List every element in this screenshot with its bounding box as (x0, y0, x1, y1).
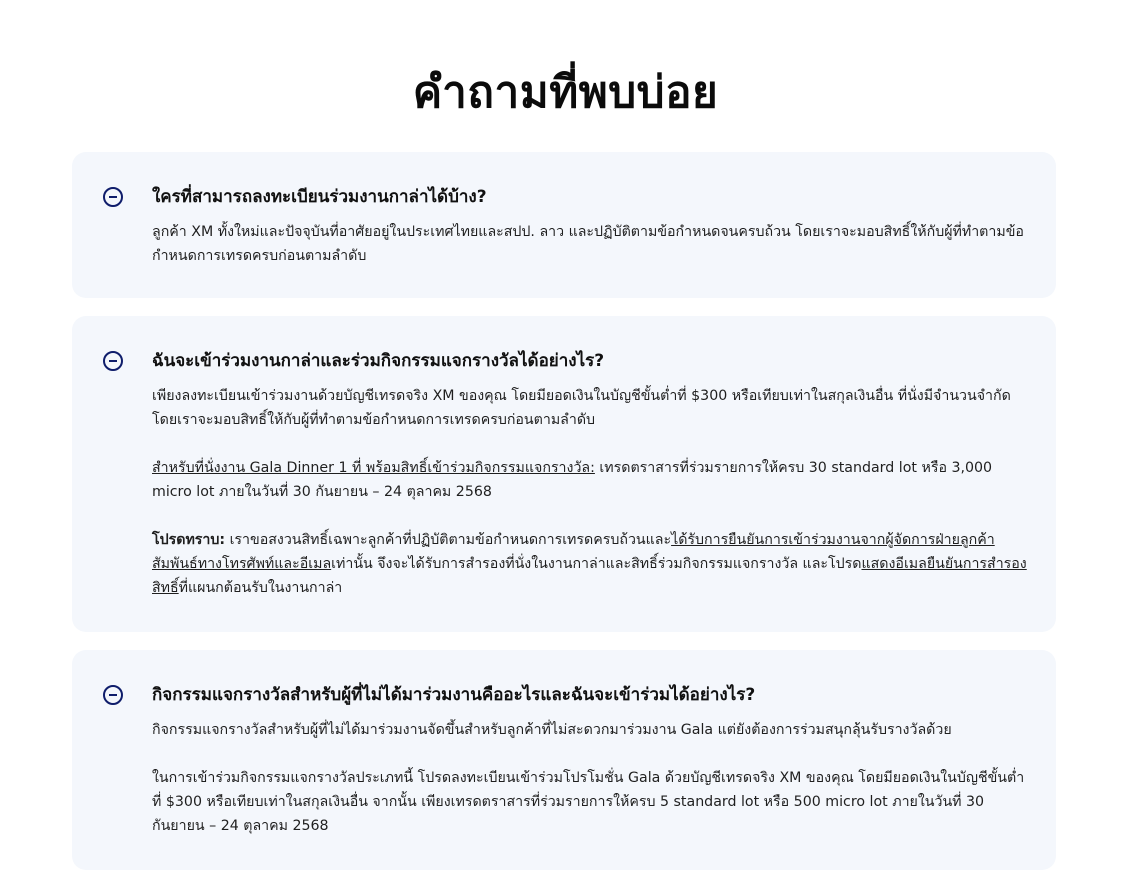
notice-label: โปรดทราบ: (152, 532, 226, 548)
faq-answer-text: ลูกค้า XM ทั้งใหม่และปัจจุบันที่อาศัยอยู่ในประเทศไทยและสปป. ลาว และปฏิบัติตามข้อกำหนดจนครบถ้วน โดยเราจะมอบสิทธิ์ให้กับผู้ที่ทำตามข้อกำหนดการเทรดครบก่อนตามลำดับ (152, 224, 1024, 264)
gala-seat-requirement: เทรดตราสารที่ร่วมรายการให้ครบ 30 standard lot หรือ 3,000 micro lot ภายในวันที่ 30 กันยายน – 24 ตุลาคม 2568 (152, 460, 993, 500)
faq-item (72, 152, 1056, 298)
faq-question[interactable]: ใครที่สามารถลงทะเบียนร่วมงานกาล่าได้บ้าง? (152, 187, 487, 207)
faq-answer-paragraph (152, 456, 1032, 504)
page-title: คำถามที่พบบ่อย (412, 67, 719, 119)
faq-item (72, 316, 1056, 632)
faq-answer (152, 220, 1032, 268)
faq-question[interactable]: กิจกรรมแจกรางวัลสำหรับผู้ที่ไม่ได้มาร่วมงานคืออะไรและฉันจะเข้าร่วมได้อย่างไร? (152, 685, 756, 705)
faq-answer-paragraph: ในการเข้าร่วมกิจกรรมแจกรางวัลประเภทนี้ โปรดลงทะเบียนเข้าร่วมโปรโมชั่น Gala ด้วยบัญชีเทรดจริง XM ของคุณ โดยมียอดเงินในบัญชีขั้นต่ำที่ $300 หรือเทียบเท่าในสกุลเงินอื่น จากนั้น เพียงเทรดตราสารที่ร่วมรายการให้ครบ 5 standard lot หรือ 500 micro lot ภายในวันที่ 30 กันยายน – 24 ตุลาคม 2568 (152, 770, 1025, 834)
gala-seat-label: สำหรับที่นั่งงาน Gala Dinner 1 ที่ พร้อมสิทธิ์เข้าร่วมกิจกรรมแจกรางวัล: (152, 460, 595, 476)
notice-text: เท่านั้น จึงจะได้รับการสำรองที่นั่งในงานกาล่าและสิทธิ์ร่วมกิจกรรมแจกรางวัล และโปรด (331, 556, 862, 572)
faq-question[interactable]: ฉันจะเข้าร่วมงานกาล่าและร่วมกิจกรรมแจกรางวัลได้อย่างไร? (152, 351, 605, 371)
faq-answer (152, 718, 1032, 838)
faq-item (72, 650, 1056, 870)
notice-text: เราขอสงวนสิทธิ์เฉพาะลูกค้าที่ปฏิบัติตามข้อกำหนดการเทรดครบถ้วนและ (225, 532, 672, 548)
minus-circle-icon[interactable] (103, 685, 123, 705)
faq-answer-paragraph (152, 528, 1032, 600)
confirmation-link[interactable]: ได้รับการยืนยันการเข้าร่วมงานจากผู้จัดการฝ่ายลูกค้าสัมพันธ์ทางโทรศัพท์และอีเมล (152, 532, 995, 572)
show-email-link[interactable]: แสดงอีเมลยืนยันการสำรองสิทธิ์ (152, 556, 1027, 596)
notice-text: ที่แผนกต้อนรับในงานกาล่า (178, 580, 343, 596)
minus-circle-icon[interactable] (103, 351, 123, 371)
faq-answer-paragraph: กิจกรรมแจกรางวัลสำหรับผู้ที่ไม่ได้มาร่วมงานจัดขึ้นสำหรับลูกค้าที่ไม่สะดวกมาร่วมงาน Gala แต่ยังต้องการร่วมสนุกลุ้นรับรางวัลด้วย (152, 722, 952, 738)
faq-answer (152, 384, 1032, 600)
faq-answer-paragraph: เพียงลงทะเบียนเข้าร่วมงานด้วยบัญชีเทรดจริง XM ของคุณ โดยมียอดเงินในบัญชีขั้นต่ำที่ $300 หรือเทียบเท่าในสกุลเงินอื่น ที่นั่งมีจำนวนจำกัด โดยเราจะมอบสิทธิ์ให้กับผู้ที่ทำตามข้อกำหนดการเทรดครบก่อนตามลำดับ (152, 388, 1011, 428)
minus-circle-icon[interactable] (103, 187, 123, 207)
